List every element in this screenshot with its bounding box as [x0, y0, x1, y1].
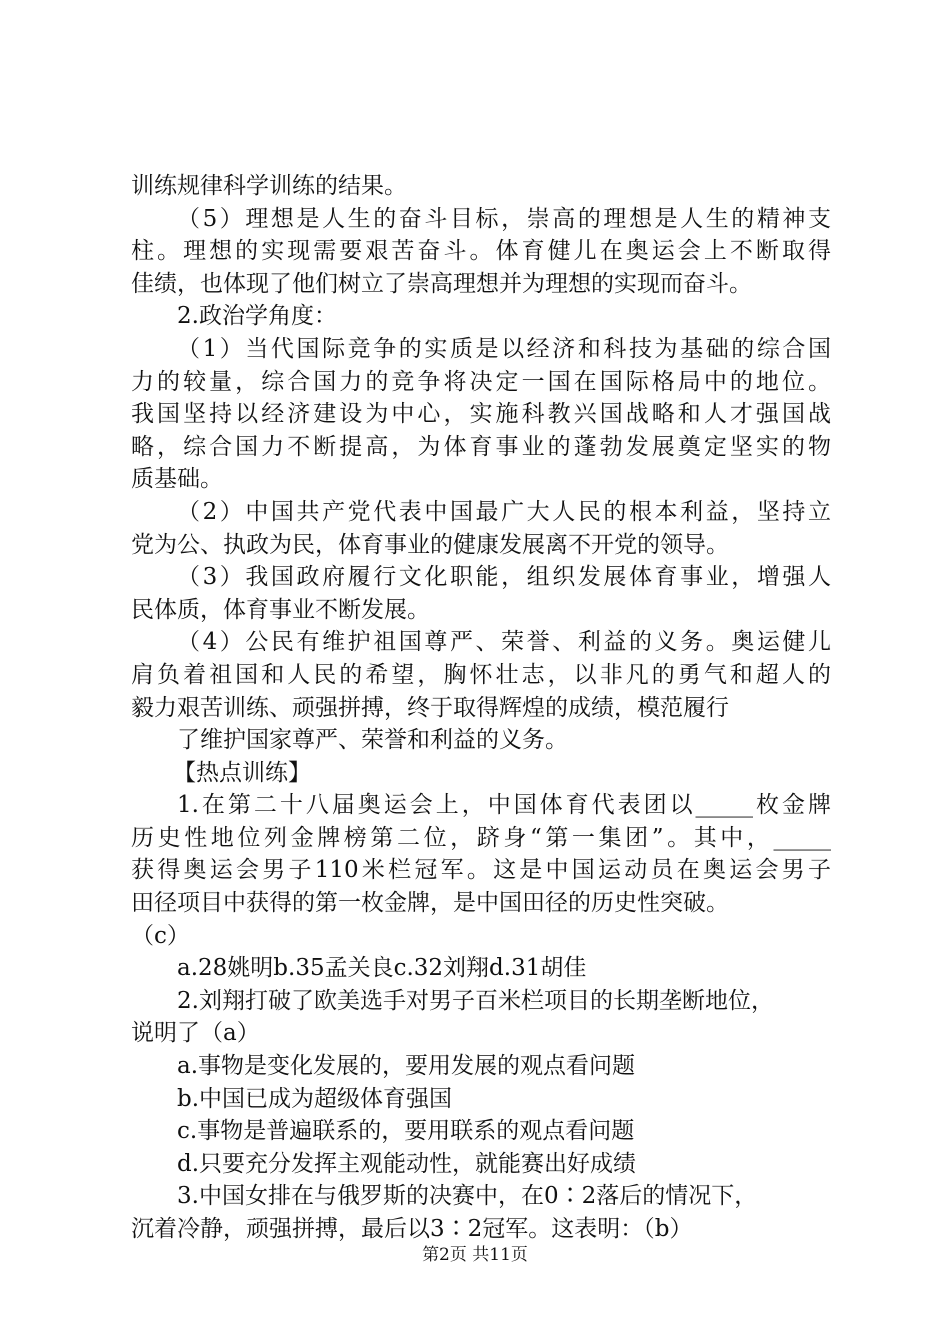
- text-line: 沉着冷静，顽强拼搏，最后以3∶2冠军。这表明：（b）: [131, 1216, 693, 1242]
- text-line: 党为公、执政为民，体育事业的健康发展离不开党的领导。: [131, 531, 729, 558]
- text-line: 3.中国女排在与俄罗斯的决赛中，在0∶2落后的情况下，: [177, 1183, 758, 1210]
- text-line: 肩负着祖国和人民的希望，胸怀壮志，以非凡的勇气和超人的: [131, 661, 831, 688]
- text-line: 柱。理想的实现需要艰苦奋斗。体育健儿在奥运会上不断取得: [131, 238, 831, 265]
- text-line: 我国坚持以经济建设为中心，实施科教兴国战略和人才强国战: [131, 401, 831, 428]
- text-line: 民体质，体育事业不断发展。: [131, 596, 430, 623]
- text-line: 质基础。: [131, 466, 223, 493]
- text-line: 2.政治学角度：: [177, 303, 337, 330]
- text-line: 佳绩，也体现了他们树立了崇高理想并为理想的实现而奋斗。: [131, 270, 752, 297]
- page-footer: 第2页 共11页: [422, 1245, 528, 1265]
- text-line: 略，综合国力不断提高，为体育事业的蓬勃发展奠定坚实的物: [131, 433, 831, 460]
- text-line: 历史性地位列金牌榜第二位，跻身“第一集团”。其中，_____: [131, 824, 831, 851]
- text-line: d.只要充分发挥主观能动性，就能赛出好成绩: [177, 1150, 637, 1177]
- text-line: （3）我国政府履行文化职能，组织发展体育事业，增强人: [177, 564, 831, 591]
- text-line: （1）当代国际竞争的实质是以经济和科技为基础的综合国: [177, 335, 831, 362]
- text-line: 田径项目中获得的第一枚金牌，是中国田径的历史性突破。: [131, 890, 729, 917]
- text-line: （4）公民有维护祖国尊严、荣誉、利益的义务。奥运健儿: [177, 629, 831, 656]
- text-line: a.事物是变化发展的，要用发展的观点看问题: [177, 1053, 636, 1080]
- document-body: [131, 170, 831, 1246]
- text-line: 了维护国家尊严、荣誉和利益的义务。: [177, 727, 568, 754]
- text-line: （5）理想是人生的奋斗目标，崇高的理想是人生的精神支: [177, 205, 831, 232]
- text-line: （c）: [131, 922, 190, 949]
- text-line: a.28姚明b.35孟关良c.32刘翔d.31胡佳: [177, 955, 587, 982]
- text-line: 【热点训练】: [173, 759, 311, 786]
- text-line: 训练规律科学训练的结果。: [131, 173, 407, 199]
- text-line: 获得奥运会男子110米栏冠军。这是中国运动员在奥运会男子: [131, 857, 831, 884]
- text-line: 1.在第二十八届奥运会上，中国体育代表团以_____枚金牌: [177, 792, 831, 819]
- text-line: 2.刘翔打破了欧美选手对男子百米栏项目的长期垄断地位，: [177, 987, 774, 1014]
- text-line: （2）中国共产党代表中国最广大人民的根本利益，坚持立: [177, 498, 831, 525]
- text-line: c.事物是普遍联系的，要用联系的观点看问题: [177, 1118, 635, 1145]
- text-line: b.中国已成为超级体育强国: [177, 1085, 453, 1112]
- text-line: 毅力艰苦训练、顽强拼搏，终于取得辉煌的成绩，模范履行: [131, 694, 729, 721]
- text-line: 力的较量，综合国力的竞争将决定一国在国际格局中的地位。: [131, 368, 831, 395]
- text-line: 说明了（a）: [131, 1020, 260, 1047]
